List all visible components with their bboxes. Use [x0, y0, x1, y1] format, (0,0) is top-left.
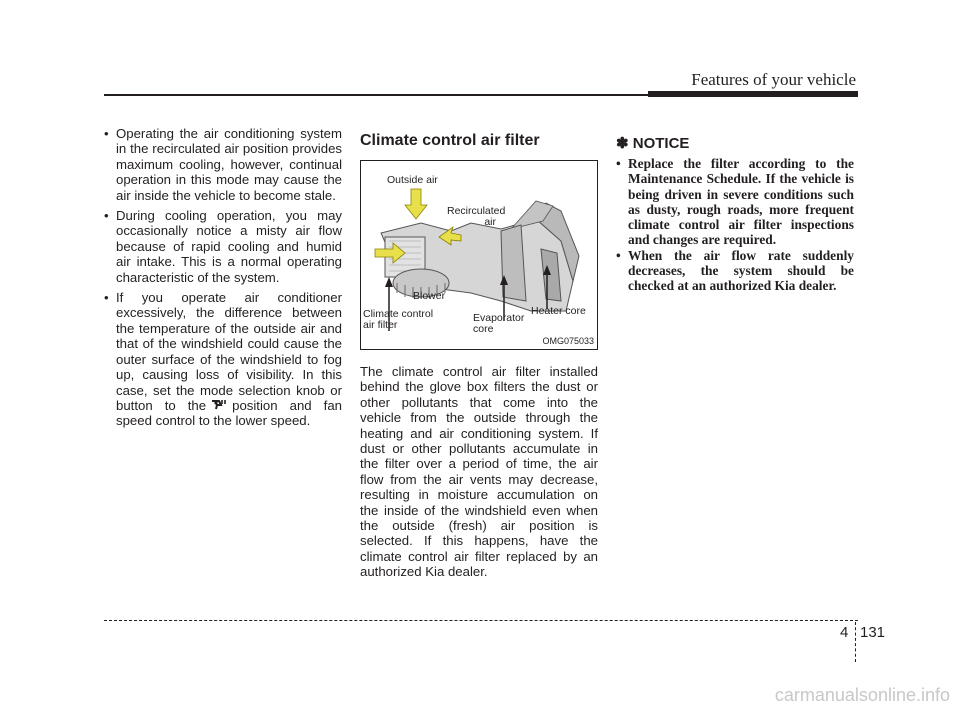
bullet-item — [104, 208, 342, 285]
footer-rule — [104, 620, 858, 621]
ac-bullet-list — [104, 126, 342, 429]
label-recirculated-air — [447, 206, 505, 228]
label-climate-filter — [363, 309, 433, 331]
label-heater-core: Heater core — [531, 305, 586, 317]
label-blower: Blower — [413, 290, 446, 302]
bullet-text: Operating the air conditioning system in the recirculated air position provides maximum cooling, however, continual operation in this mode may cause the air inside the vehicle to become stale. — [116, 126, 342, 203]
bullet-text-tail: position and fan speed control to the lower speed. — [116, 397, 343, 429]
label-climate-filter-line1: Climate control — [363, 308, 434, 320]
figure-code: OMG075033 — [542, 336, 594, 346]
page-header-title: Features of your vehicle — [691, 70, 856, 89]
bullet-item — [104, 126, 342, 203]
label-outside-air: Outside air — [387, 174, 438, 186]
air-filter-diagram — [360, 160, 598, 350]
label-recirculated-line2: air — [484, 216, 497, 228]
column-right — [616, 126, 854, 294]
notice-text: When the air flow rate suddenly decreases, the system should be checked at an authorized Kia dealer. — [628, 247, 854, 294]
notice-item — [616, 248, 854, 294]
label-evaporator-core — [473, 313, 524, 335]
notice-text: Replace the filter according to the Maintenance Schedule. If the vehicle is being driven in severe conditions such as dusty, rough roads, more frequent climate control air filter inspections and changes are required. — [628, 156, 854, 248]
label-recirculated-line1: Recirculated — [447, 205, 506, 217]
page-number-divider — [855, 622, 856, 662]
bullet-text: If you operate air conditioner excessively, the difference between the temperature of the outside air and that of the windshield could cause the outer surface of the windshield to fog up, causing loss of visibility. In this case, set the mode selection knob or button to the — [116, 290, 342, 413]
column-left — [104, 126, 342, 434]
label-evaporator-line2: core — [473, 323, 494, 335]
bullet-item — [104, 290, 342, 429]
bullet-text: During cooling operation, you may occasionally notice a misty air flow because of rapid cooling and humid air intake. This is a normal operating characteristic of the system. — [116, 208, 342, 285]
column-middle — [360, 126, 598, 580]
label-climate-filter-line2: air filter — [363, 319, 398, 331]
floor-defrost-mode-icon — [210, 399, 228, 411]
watermark: carmanualsonline.info — [774, 685, 950, 705]
label-evaporator-line1: Evaporator — [473, 312, 525, 324]
chapter-number: 4 — [840, 624, 849, 641]
header-rule-accent — [648, 91, 858, 97]
page-number: 131 — [860, 624, 886, 641]
section-title: Climate control air filter — [360, 132, 540, 149]
air-filter-description: The climate control air filter installed behind the glove box filters the dust or other pollutants that come into the vehicle from the outside through the heating and air conditioning system. If dust or other pollutants accumulate in the filter over a period of time, the air flow from the air vents may decrease, resulting in moisture accumulation on the inside of the windshield even when the outside (fresh) air position is selected. If this happens, have the climate control air filter replaced by an authorized Kia dealer. — [360, 364, 598, 580]
notice-list — [616, 156, 854, 294]
notice-item — [616, 156, 854, 248]
notice-title: ✽ NOTICE — [616, 135, 690, 152]
